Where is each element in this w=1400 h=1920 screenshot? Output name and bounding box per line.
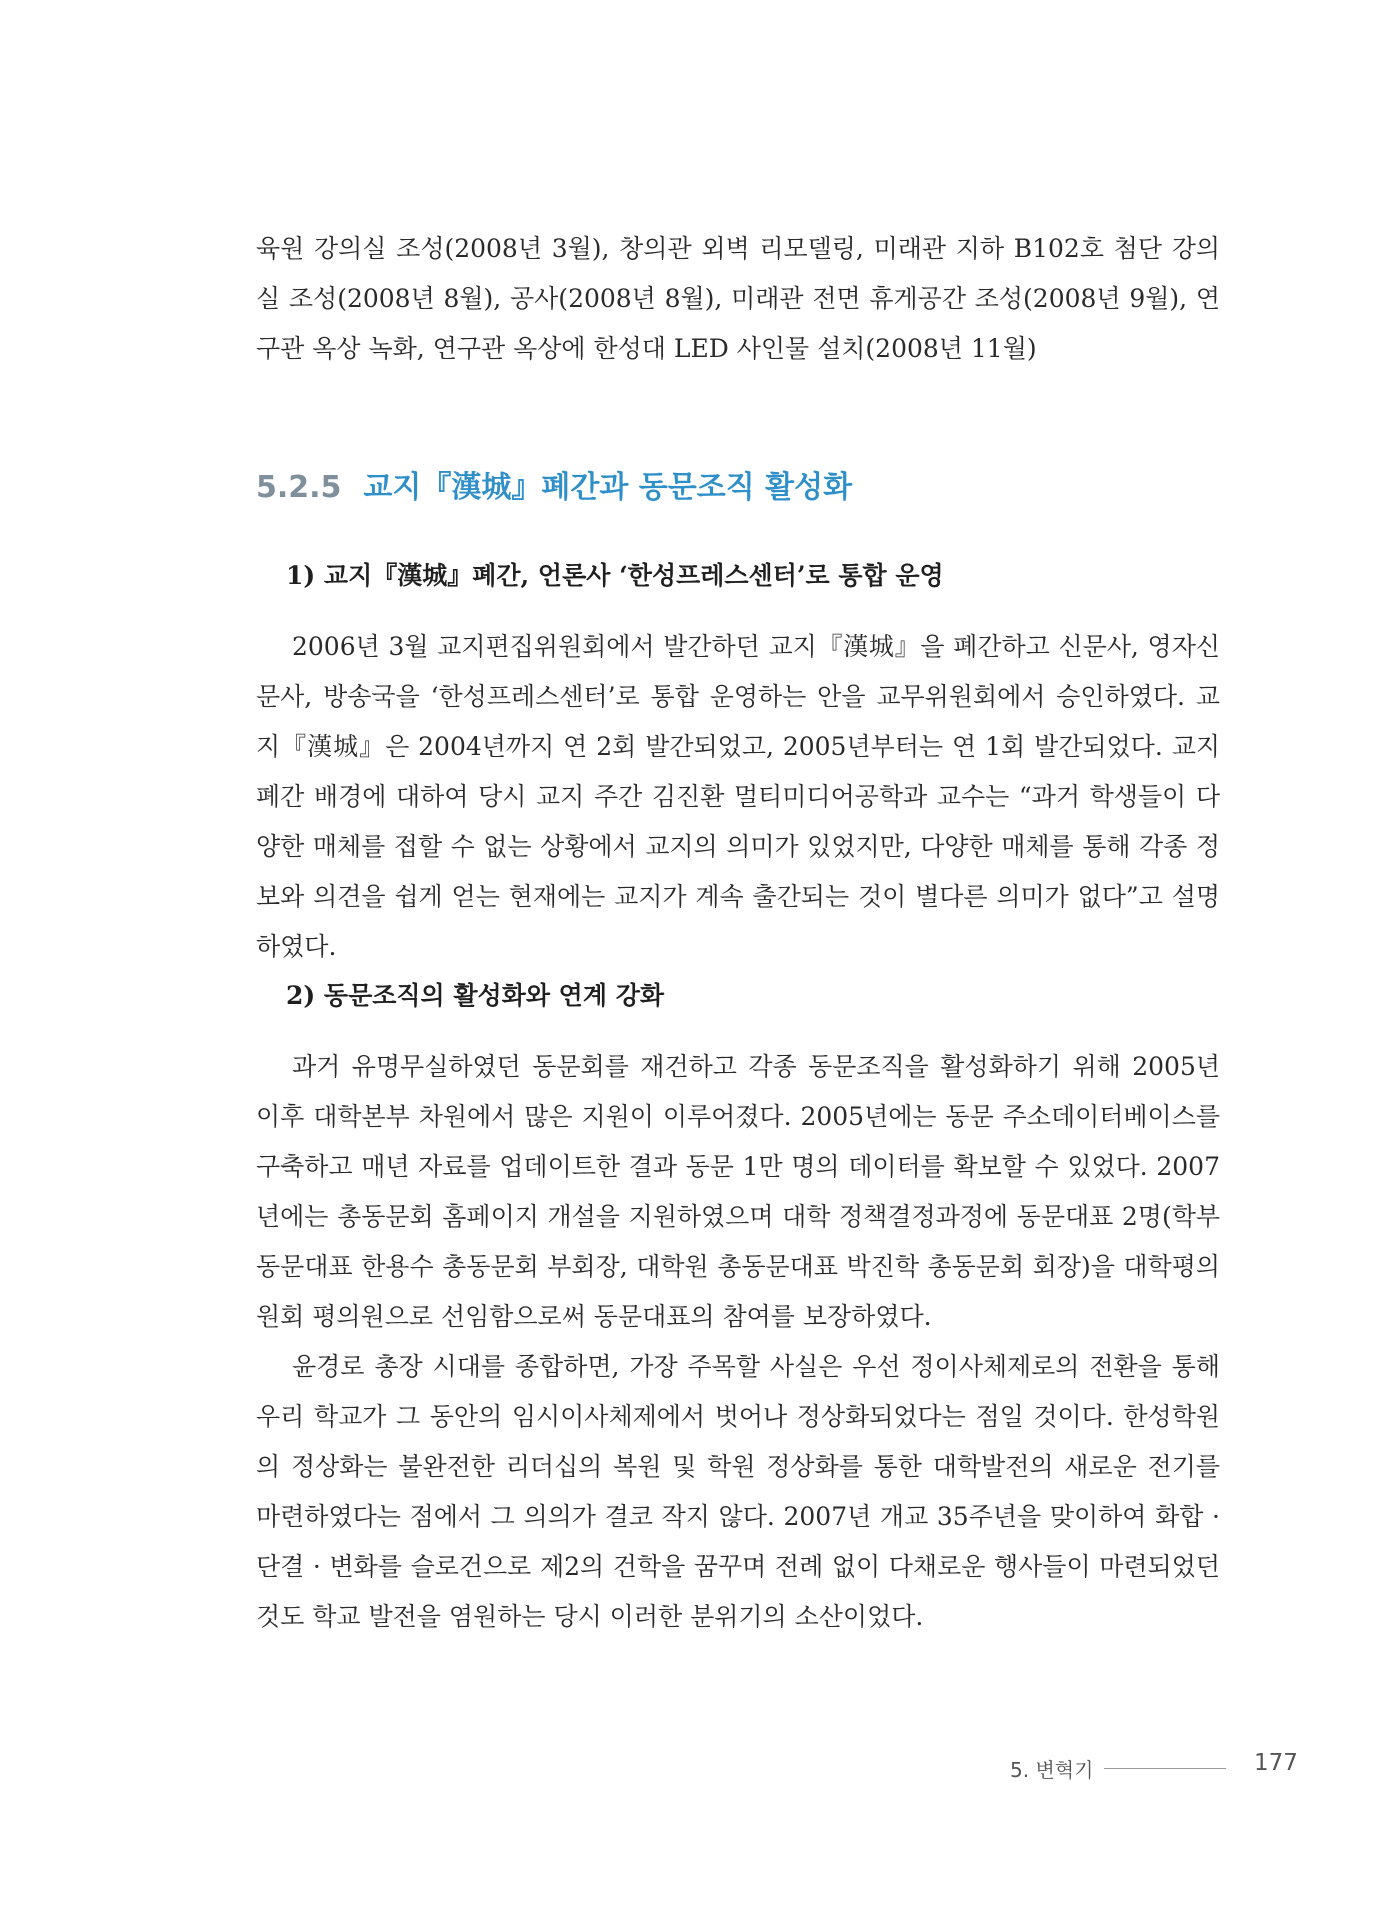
- footer-chapter: 5. 변혁기: [1010, 1758, 1094, 1782]
- section-title: 교지『漢城』폐간과 동문조직 활성화: [363, 470, 853, 505]
- intro-paragraph: [256, 224, 1220, 374]
- subsection-1-body: [256, 622, 1220, 972]
- subsection-2-heading: 2) 동문조직의 활성화와 연계 강화: [286, 981, 664, 1010]
- section-number: 5.2.5: [256, 470, 342, 505]
- subsection-1-heading: 1) 교지『漢城』폐간, 언론사 ‘한성프레스센터’로 통합 운영: [286, 561, 944, 590]
- subsection-2-paragraph-1: 과거 유명무실하였던 동문회를 재건하고 각종 동문조직을 활성화하기 위해 2005년 이후 대학본부 차원에서 많은 지원이 이루어졌다. 2005년에는 동문 주소데이터베이스를 구축하고 매년 자료를 업데이트한 결과 동문 1만 명의 데이터를 확보할 수 있었다. 2007년에는 총동문회 홈페이지 개설을 지원하였으며 대학 정책결정과정에 동문대표 2명(학부 동문대표 한용수 총동문회 부회장, 대학원 총동문대표 박진학 총동문회 회장)을 대학평의원회 평의원으로 선임함으로써 동문대표의 참여를 보장하였다.: [256, 1052, 1220, 1331]
- section-heading: [256, 462, 852, 506]
- page-footer: [1000, 1748, 1298, 1784]
- subsection-1-paragraph: 2006년 3월 교지편집위원회에서 발간하던 교지『漢城』을 폐간하고 신문사, 영자신문사, 방송국을 ‘한성프레스센터’로 통합 운영하는 안을 교무위원회에서 승인하였다. 교지『漢城』은 2004년까지 연 2회 발간되었고, 2005년부터는 연 1회 발간되었다. 교지 폐간 배경에 대하여 당시 교지 주간 김진환 멀티미디어공학과 교수는 “과거 학생들이 다양한 매체를 접할 수 없는 상황에서 교지의 의미가 있었지만, 다양한 매체를 통해 각종 정보와 의견을 쉽게 얻는 현재에는 교지가 계속 출간되는 것이 별다른 의미가 없다”고 설명하였다.: [256, 632, 1220, 961]
- subsection-2-body: [256, 1042, 1220, 1642]
- subsection-2-paragraph-2: 윤경로 총장 시대를 종합하면, 가장 주목할 사실은 우선 정이사체제로의 전환을 통해 우리 학교가 그 동안의 임시이사체제에서 벗어나 정상화되었다는 점일 것이다. 한성학원의 정상화는 불완전한 리더십의 복원 및 학원 정상화를 통한 대학발전의 새로운 전기를 마련하였다는 점에서 그 의의가 결코 작지 않다. 2007년 개교 35주년을 맞이하여 화합 · 단결 · 변화를 슬로건으로 제2의 건학을 꿈꾸며 전례 없이 다채로운 행사들이 마련되었던 것도 학교 발전을 염원하는 당시 이러한 분위기의 소산이었다.: [256, 1352, 1220, 1631]
- footer-rule: [1104, 1768, 1226, 1769]
- page-number: 177: [1254, 1750, 1298, 1776]
- intro-text: 육원 강의실 조성(2008년 3월), 창의관 외벽 리모델링, 미래관 지하 B102호 첨단 강의실 조성(2008년 8월), 공사(2008년 8월), 미래관 전면 휴게공간 조성(2008년 9월), 연구관 옥상 녹화, 연구관 옥상에 한성대 LED 사인물 설치(2008년 11월): [256, 234, 1220, 363]
